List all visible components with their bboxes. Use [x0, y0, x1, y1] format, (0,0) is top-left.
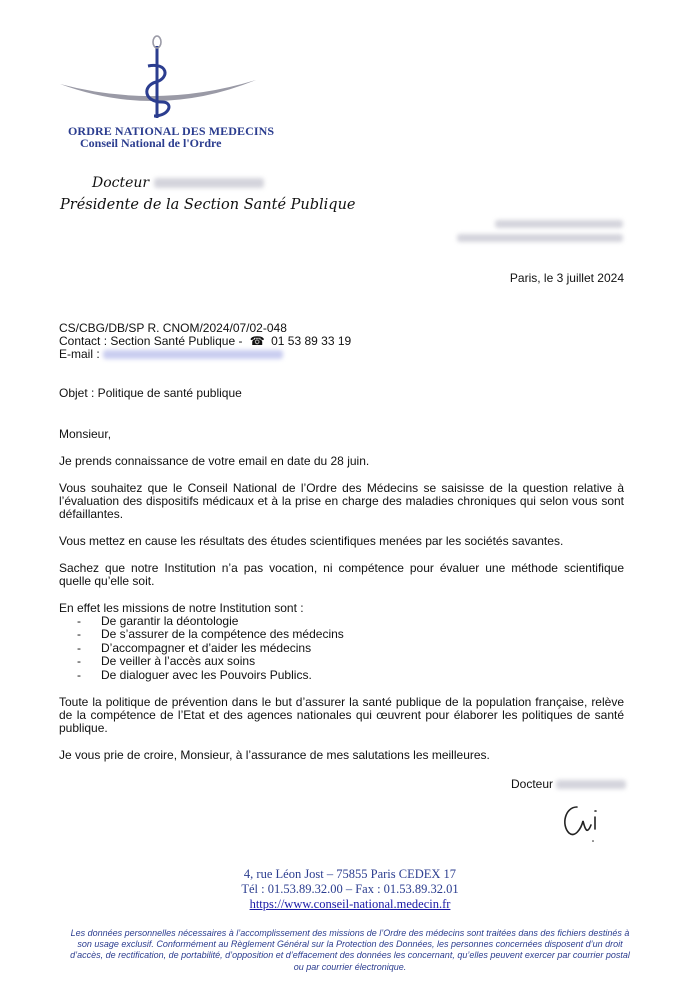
- redacted-name: [154, 178, 264, 188]
- paragraph-5: Toute la politique de prévention dans le but d’assurer la santé publique de la population française, relève de la compétence de l’Etat et des agences nationales qui œuvrent pour élaborer les politiques de santé publique.: [59, 694, 624, 735]
- date-line: Paris, le 3 juillet 2024: [509, 271, 624, 285]
- redacted-signatory: [556, 780, 626, 789]
- footer-website-link[interactable]: https://www.conseil-national.medecin.fr: [249, 897, 451, 911]
- contact-line: [59, 335, 619, 348]
- paragraph-1: Je prends connaissance de votre email en date du 28 juin.: [59, 454, 370, 468]
- redacted-recipient-email: [457, 234, 623, 242]
- paragraph-2: Vous souhaitez que le Conseil National de l’Ordre des Médecins se saisisse de la question relative à l’évaluation des dispositifs médicaux et à la prise en charge des maladies chroniques qui selon vous sont défaillantes.: [59, 481, 624, 521]
- list-item: - De s’assurer de la compétence des médecins: [77, 627, 344, 642]
- sender-title-prefix: Docteur: [92, 175, 150, 191]
- mission-text: De veiller à l’accès aux soins: [101, 654, 256, 669]
- redacted-recipient-name: [495, 220, 623, 228]
- letter-body: [59, 428, 624, 762]
- footer-phone-fax: Tél : 01.53.89.32.00 – Fax : 01.53.89.32.01: [241, 882, 459, 896]
- email-line: [59, 348, 619, 361]
- missions-list: [59, 615, 624, 682]
- paragraph-4: Sachez que notre Institution n’a pas vocation, ni compétence pour évaluer une méthode scientifique quelle qu’elle soit.: [59, 561, 624, 588]
- gdpr-legal-notice: Les données personnelles nécessaires à l’accomplissement des missions de l’Ordre des médecins sont traitées dans des fichiers destinés à son usage exclusif. Conformément au Règlement Général sur la Protection des Données, les personnes concernées disposent d’un droit d’accès, de rectification, de portabilité, d’opposition et d’effacement des données les concernant, qu’elles peuvent exercer par courrier postal ou par courrier électronique.: [70, 928, 630, 972]
- list-item: - De dialoguer avec les Pouvoirs Publics.: [77, 667, 312, 682]
- mission-text: De dialoguer avec les Pouvoirs Publics.: [101, 667, 312, 682]
- org-name-line1: ORDRE NATIONAL DES MEDECINS: [68, 124, 275, 138]
- signature-name: [511, 778, 626, 791]
- footer-website-wrap: [0, 897, 700, 912]
- contact-label: Contact : Section Santé Publique -: [59, 334, 243, 348]
- salutation: Monsieur,: [59, 427, 112, 441]
- mission-text: D’accompagner et d’aider les médecins: [101, 640, 312, 655]
- reference-number: CS/CBG/DB/SP R. CNOM/2024/07/02-048: [59, 321, 287, 335]
- signature-prefix: Docteur: [511, 777, 554, 791]
- mission-text: De s’assurer de la compétence des médecins: [101, 627, 344, 642]
- handwritten-signature: [555, 795, 615, 845]
- reference-block: [59, 322, 619, 361]
- list-item: - De veiller à l’accès aux soins: [77, 654, 256, 669]
- recipient-block-redacted: [495, 220, 623, 242]
- list-item: - De garantir la déontologie: [77, 614, 239, 628]
- footer-address: 4, rue Léon Jost – 75855 Paris CEDEX 17: [243, 867, 457, 881]
- object-line: Objet : Politique de santé publique: [59, 386, 242, 400]
- redacted-email: [103, 350, 283, 359]
- contact-phone: 01 53 89 33 19: [271, 334, 352, 348]
- email-label: E-mail :: [59, 347, 100, 361]
- phone-icon: ☎: [249, 334, 265, 348]
- closing-line: Je vous prie de croire, Monsieur, à l’assurance de mes salutations les meilleures.: [59, 747, 490, 762]
- org-name-line2: Conseil National de l'Ordre: [80, 136, 222, 150]
- sender-role: Présidente de la Section Santé Publique: [60, 197, 356, 213]
- paragraph-3: Vous mettez en cause les résultats des études scientifiques menées par les sociétés savantes.: [59, 534, 564, 548]
- mission-text: De garantir la déontologie: [101, 614, 239, 628]
- sender-title: [92, 175, 264, 191]
- list-item: - D’accompagner et d’aider les médecins: [77, 640, 312, 655]
- missions-intro: En effet les missions de notre Institution sont :: [59, 601, 304, 615]
